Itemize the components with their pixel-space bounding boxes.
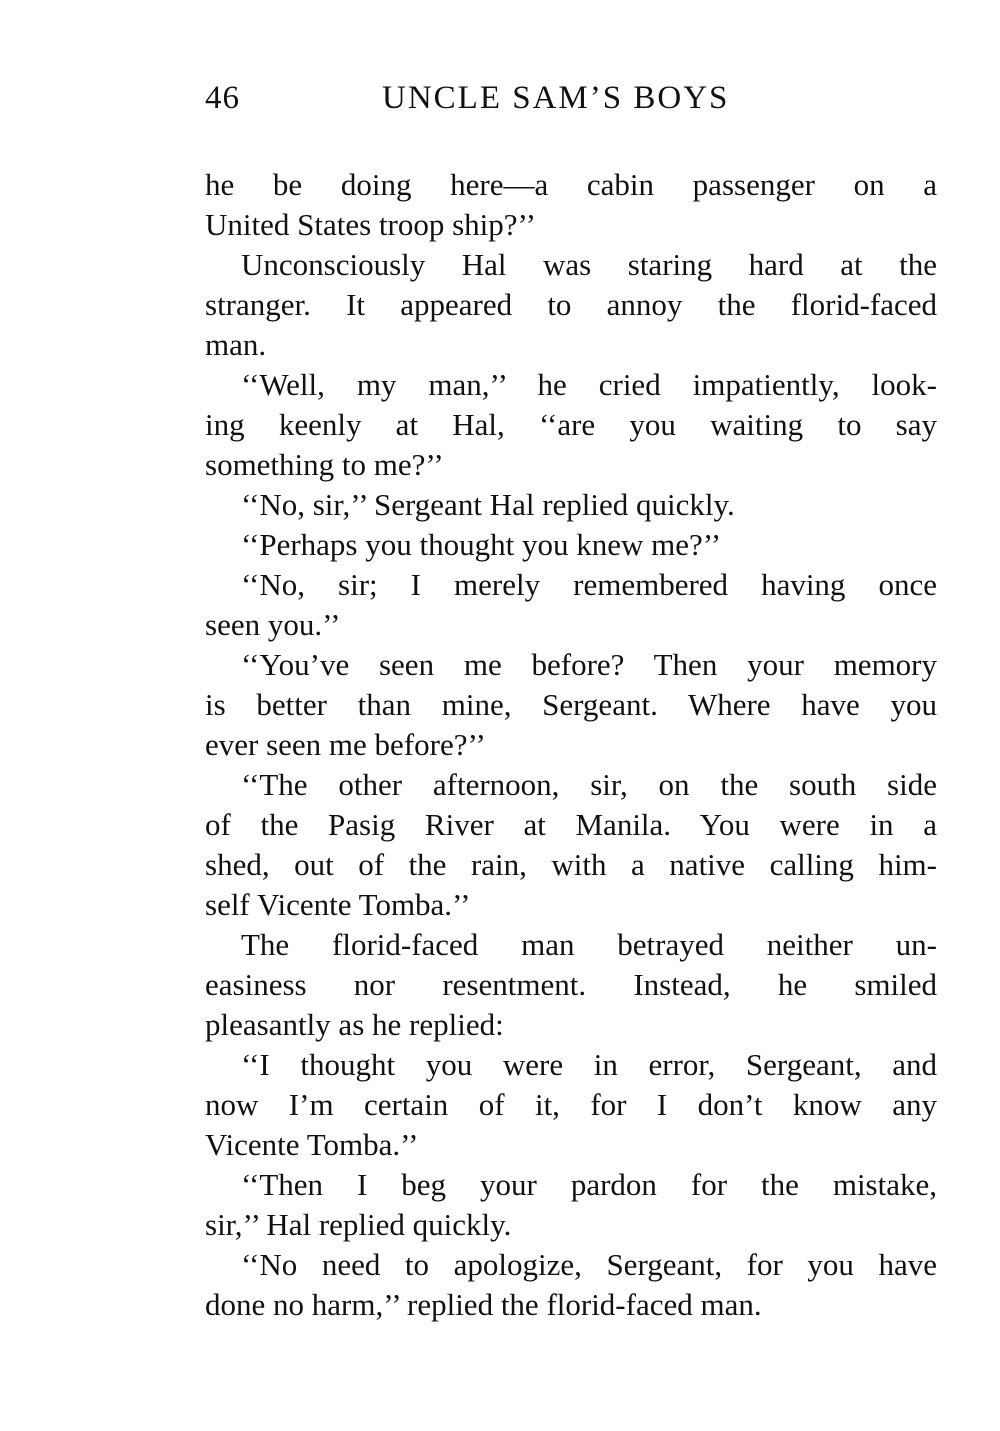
text-line: is better than mine, Sergeant. Where have you xyxy=(205,687,937,722)
text-line: seen you.’’ xyxy=(205,607,341,642)
text-line: ‘‘I thought you were in error, Sergeant, and xyxy=(241,1047,937,1082)
text-line: ‘‘Well, my man,’’ he cried impatiently, look- xyxy=(241,367,937,402)
text-line: Unconsciously Hal was staring hard at the xyxy=(241,247,937,282)
text-line: ever seen me before?’’ xyxy=(205,727,486,762)
text-line: of the Pasig River at Manila. You were in a xyxy=(205,807,937,842)
running-title: UNCLE SAM’S BOYS xyxy=(382,80,730,116)
text-line: sir,’’ Hal replied quickly. xyxy=(205,1207,512,1242)
text-line: self Vicente Tomba.’’ xyxy=(205,887,471,922)
page-header xyxy=(205,80,765,128)
text-line: Vicente Tomba.’’ xyxy=(205,1127,419,1162)
text-line: ‘‘No need to apologize, Sergeant, for you have xyxy=(241,1247,937,1282)
text-line: ‘‘Perhaps you thought you knew me?’’ xyxy=(241,527,722,562)
page-number: 46 xyxy=(205,80,240,116)
body-text xyxy=(205,165,937,1325)
text-line: The florid-faced man betrayed neither un- xyxy=(241,927,937,962)
text-line: something to me?’’ xyxy=(205,447,444,482)
text-line: done no harm,’’ replied the florid-faced man. xyxy=(205,1287,762,1322)
text-line: ing keenly at Hal, ‘‘are you waiting to say xyxy=(205,407,937,442)
text-line: ‘‘No, sir,’’ Sergeant Hal replied quickly. xyxy=(241,487,735,522)
text-line: ‘‘The other afternoon, sir, on the south side xyxy=(241,767,937,802)
text-line: he be doing here—a cabin passenger on a xyxy=(205,167,937,202)
text-line: easiness nor resentment. Instead, he smiled xyxy=(205,967,937,1002)
text-line: man. xyxy=(205,327,267,362)
text-line: pleasantly as he replied: xyxy=(205,1007,504,1042)
text-line: United States troop ship?’’ xyxy=(205,207,536,242)
text-line: now I’m certain of it, for I don’t know any xyxy=(205,1087,937,1122)
text-line: ‘‘Then I beg your pardon for the mistake, xyxy=(241,1167,937,1202)
text-line: ‘‘You’ve seen me before? Then your memory xyxy=(241,647,937,682)
text-line: ‘‘No, sir; I merely remembered having once xyxy=(241,567,937,602)
text-line: stranger. It appeared to annoy the florid-faced xyxy=(205,287,937,322)
text-line: shed, out of the rain, with a native calling him- xyxy=(205,847,937,882)
